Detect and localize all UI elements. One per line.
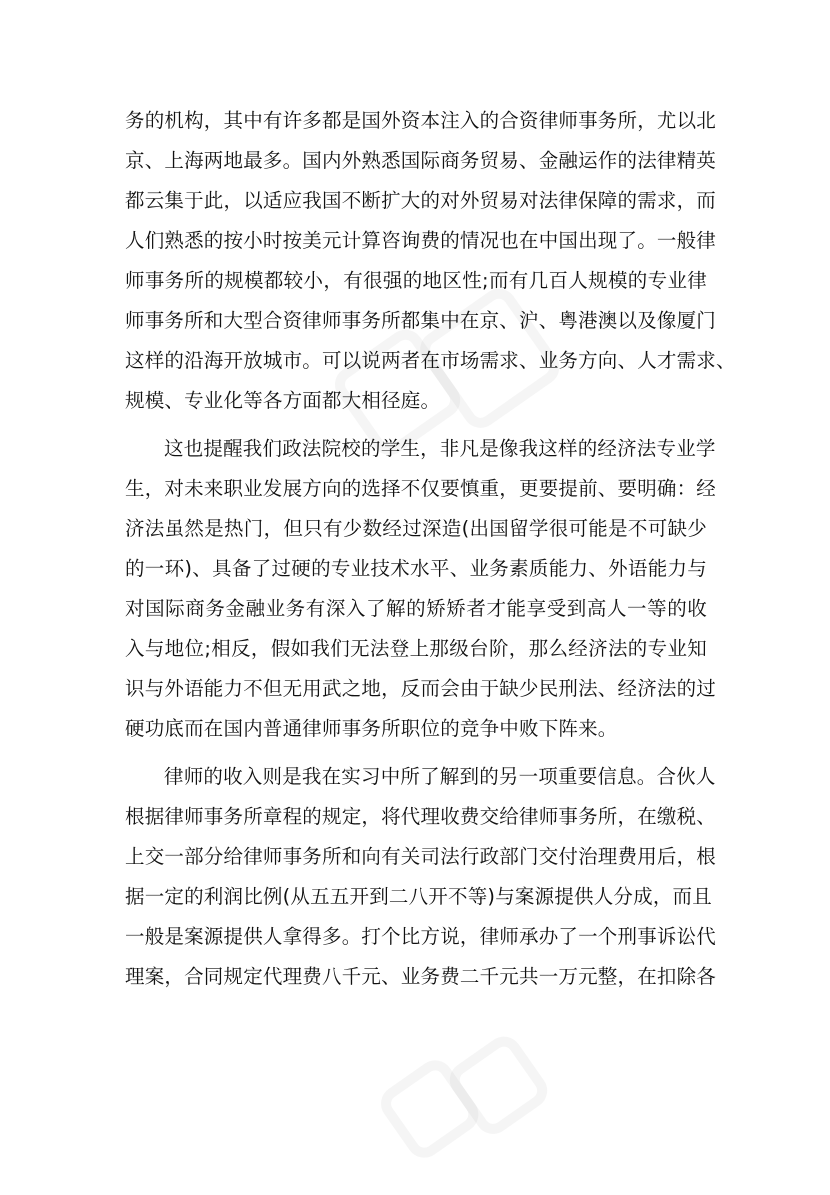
text-line: 师事务所的规模都较小，有很强的地区性;而有几百人规模的专业律 — [125, 269, 707, 292]
text-line: 入与地位;相反，假如我们无法登上那级台阶，那么经济法的专业知 — [125, 637, 707, 660]
text-line: 据一定的利润比例(从五五开到二八开不等)与案源提供人分成，而且 — [125, 885, 712, 908]
text-line: 识与外语能力不但无用武之地，反而会由于缺少民刑法、经济法的过 — [125, 677, 717, 700]
text-line: 这也提醒我们政法院校的学生，非凡是像我这样的经济法专业学 — [164, 437, 716, 460]
text-line: 规模、专业化等各方面都大相径庭。 — [125, 389, 441, 412]
text-line: 的一环)、具备了过硬的专业技术水平、业务素质能力、外语能力与 — [125, 557, 707, 580]
text-line: 都云集于此，以适应我国不断扩大的对外贸易对法律保障的需求，而 — [125, 189, 717, 212]
text-line: 律师的收入则是我在实习中所了解到的另一项重要信息。合伙人 — [164, 765, 716, 788]
text-line: 硬功底而在国内普通律师事务所职位的竞争中败下阵来。 — [125, 717, 618, 740]
paragraph — [125, 757, 717, 997]
text-line: 一般是案源提供人拿得多。打个比方说，律师承办了一个刑事诉讼代 — [125, 925, 717, 948]
document-body — [125, 101, 736, 997]
paragraph — [125, 429, 717, 749]
text-line: 务的机构，其中有许多都是国外资本注入的合资律师事务所，尤以北 — [125, 109, 717, 132]
text-line: 师事务所和大型合资律师事务所都集中在京、沪、粤港澳以及像厦门 — [125, 309, 717, 332]
text-line: 对国际商务金融业务有深入了解的矫矫者才能享受到高人一等的收 — [125, 597, 707, 620]
text-line: 人们熟悉的按小时按美元计算咨询费的情况也在中国出现了。一般律 — [125, 229, 717, 252]
text-line: 上交一部分给律师事务所和向有关司法行政部门交付治理费用后，根 — [125, 845, 717, 868]
text-line: 济法虽然是热门，但只有少数经过深造(出国留学很可能是不可缺少 — [125, 517, 707, 540]
text-line: 理案，合同规定代理费八千元、业务费二千元共一万元整，在扣除各 — [125, 965, 717, 988]
watermark-logo — [360, 1005, 560, 1195]
text-line: 这样的沿海开放城市。可以说两者在市场需求、业务方向、人才需求、 — [125, 349, 736, 372]
text-line: 根据律师事务所章程的规定，将代理收费交给律师事务所，在缴税、 — [125, 805, 717, 828]
paragraph — [125, 101, 736, 421]
text-line: 生，对未来职业发展方向的选择不仅要慎重，更要提前、要明确：经 — [125, 477, 717, 500]
text-line: 京、上海两地最多。国内外熟悉国际商务贸易、金融运作的法律精英 — [125, 149, 717, 172]
